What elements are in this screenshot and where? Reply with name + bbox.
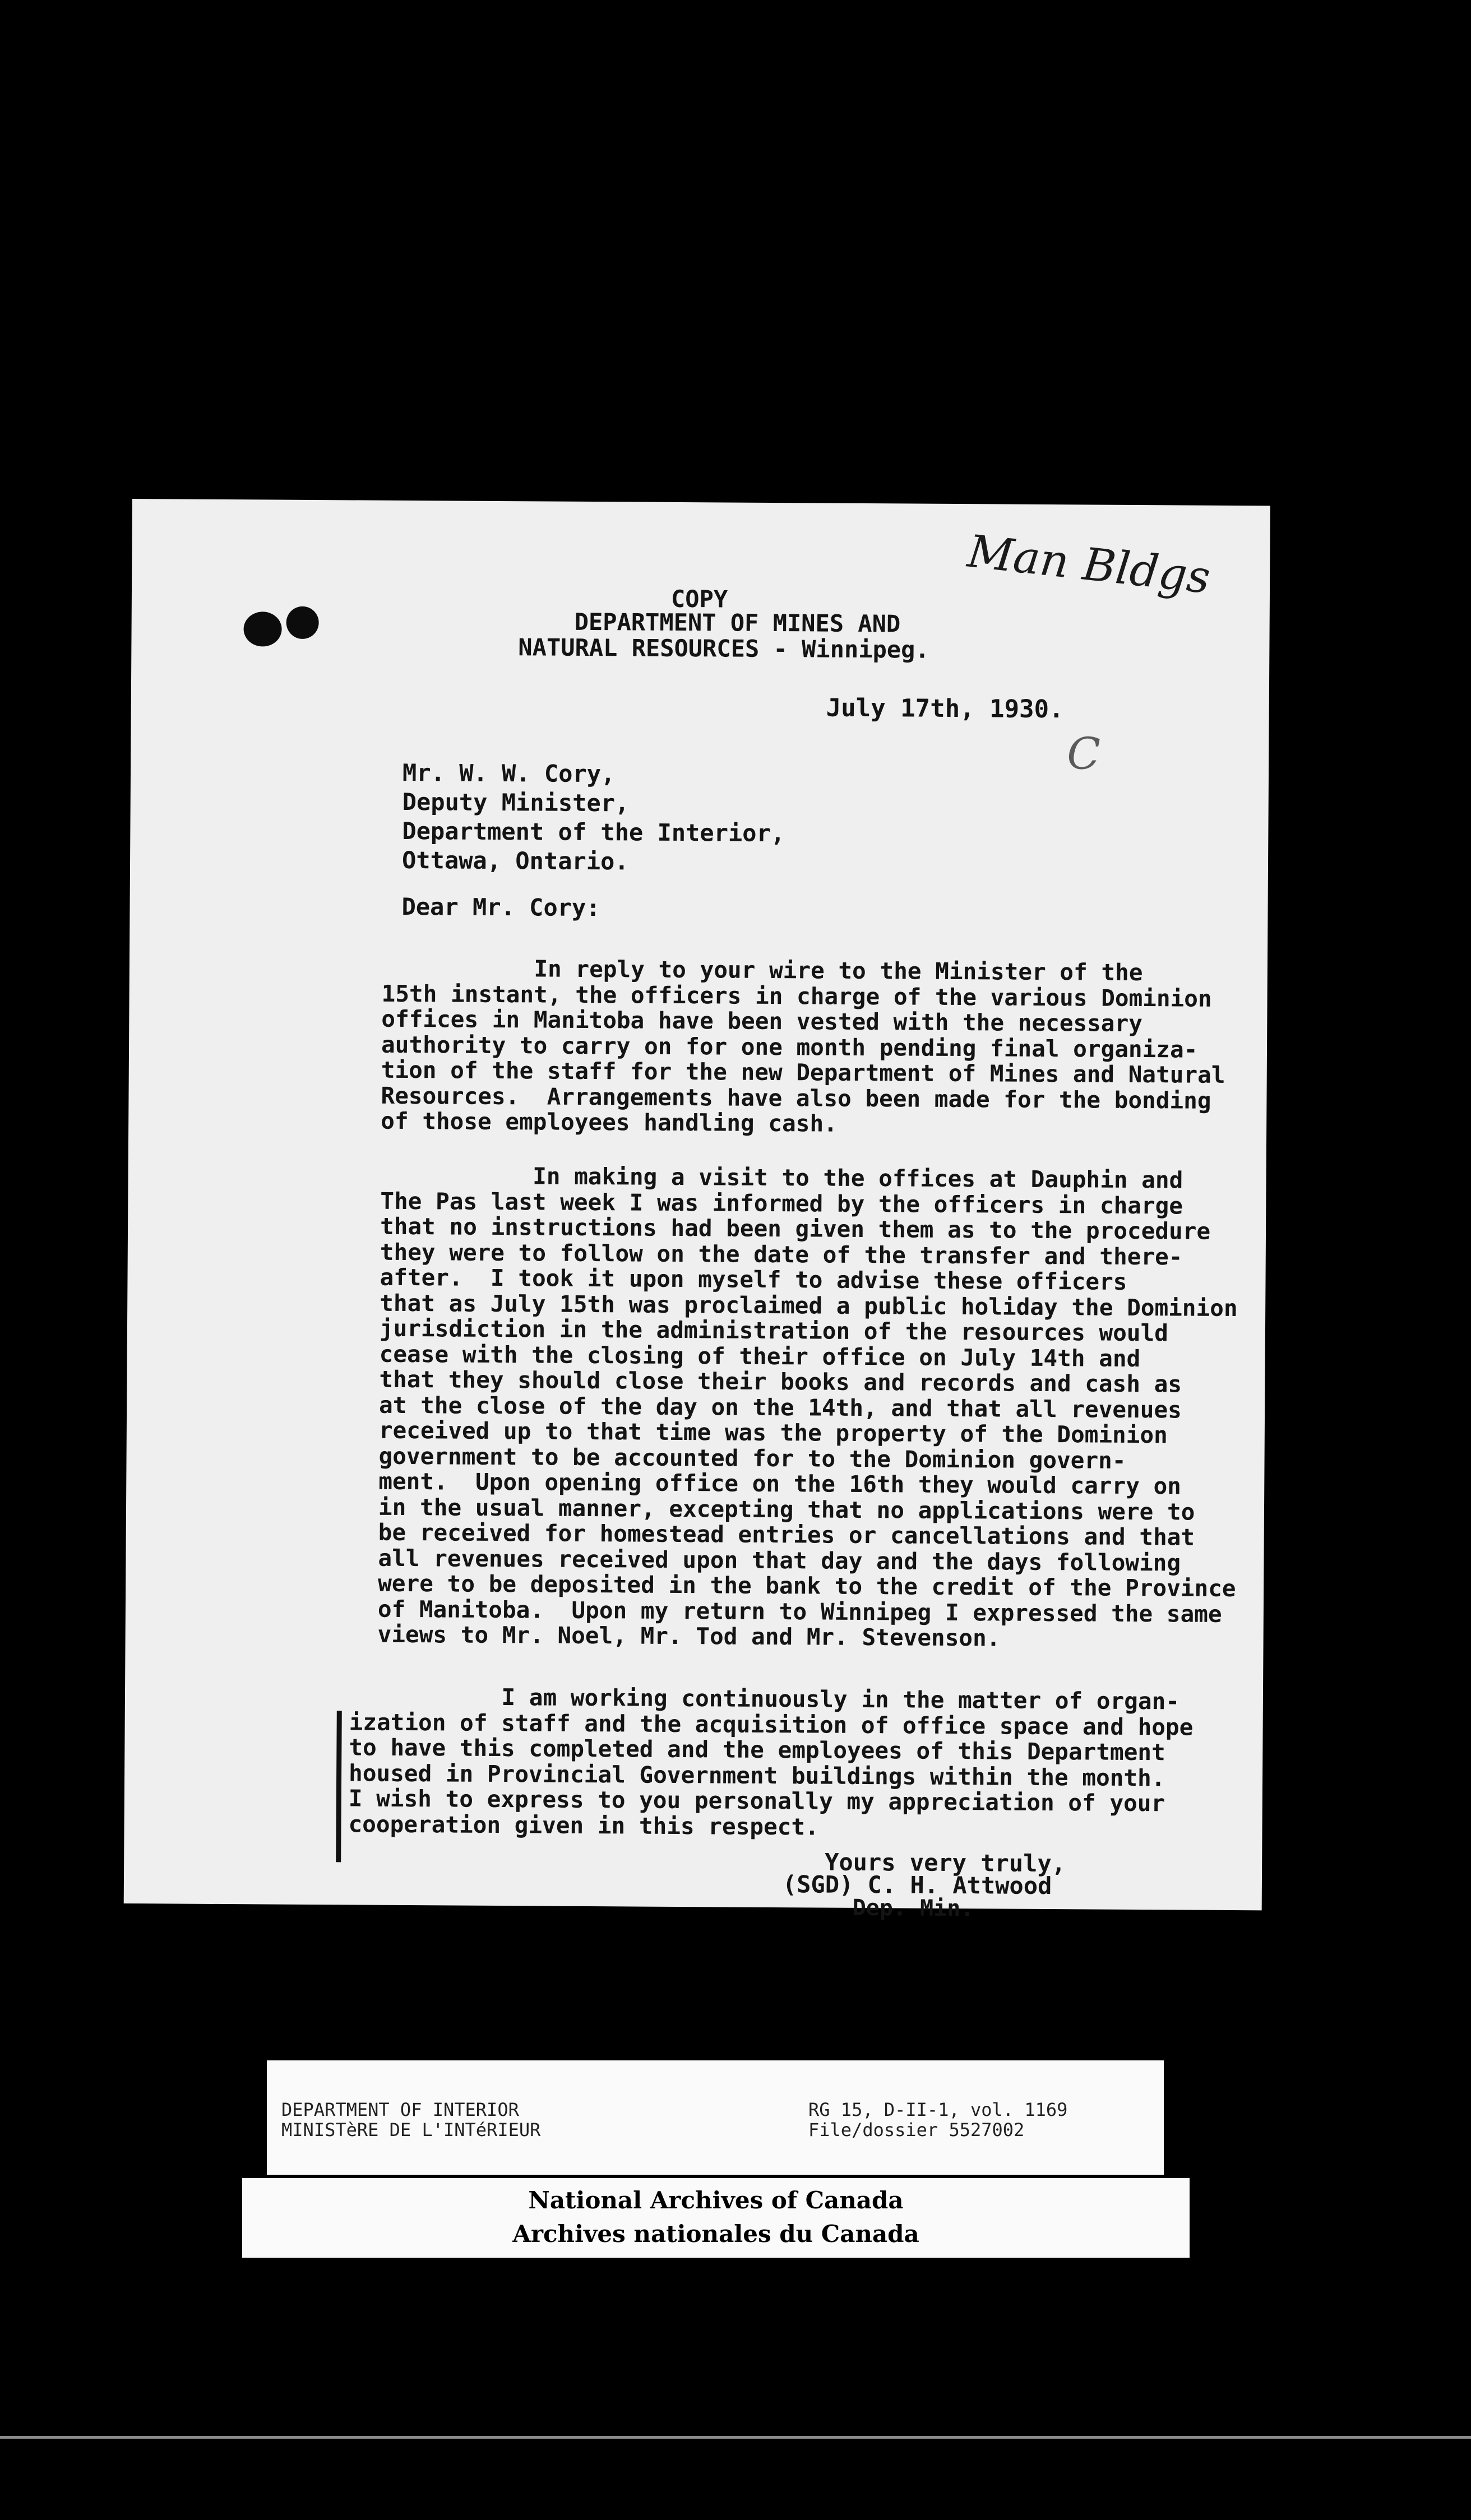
archive-name-fr: Archives nationales du Canada (512, 2220, 919, 2248)
handwritten-mark: C (1066, 729, 1101, 780)
closing: Yours very truly, (825, 1848, 1066, 1878)
salutation: Dear Mr. Cory: (401, 892, 600, 922)
punch-hole (286, 606, 318, 639)
recipient-address: Mr. W. W. Cory, Deputy Minister, Department of the Interior, Ottawa, Ontario. (401, 758, 785, 875)
archive-label (242, 2178, 1190, 2258)
department-line-1: DEPARTMENT OF MINES AND (574, 608, 901, 638)
file-number: File/dossier 5527002 (808, 2119, 1025, 2141)
handwritten-note: Man Bldgs (965, 525, 1213, 604)
paragraph-1: In reply to your wire to the Minister of the 15th instant, the officers in charge of the various Dominion offices in Manitoba have been vested with the necessary authority to carry on for one month pending final organiza- tion of the staff for the new Department of Mines and Natural Resources. Arrangements have also been made for the bonding of those employees handling cash. (381, 954, 1225, 1137)
paragraph-2: In making a visit to the offices at Dauphin and The Pas last week I was informed by the officers in charge that no instructions had been given them as to the procedure they were to follow on the date of the transfer and there- after. I took it upon myself to advise these officers that as July 15th was proclaimed a public holiday the Dominion jurisdiction in the administration of the resources would cease with the closing of their office on July 14th and that they should close their books and records and cash as at the close of the day on the 14th, and that all revenues received up to that time was the property of the Dominion government to be accounted for to the Dominion govern- ment. Upon opening office on the 16th they would carry on in the usual manner, excepting that no applications were to be received for homestead entries or cancellations and that all revenues received upon that day and the days following were to be deposited in the bank to the credit of the Province of Manitoba. Upon my return to Winnipeg I expressed the same views to Mr. Noel, Mr. Tod and Mr. Stevenson. (377, 1161, 1238, 1652)
department-fr: MINISTèRE DE L'INTéRIEUR (281, 2119, 541, 2141)
paragraph-3: I am working continuously in the matter of organ- ization of staff and the acquisition of office space and hope to have this completed and the employees of this Department housed in Provincial Government buildings within the month. I wish to express to you personally my appreciation of your cooperation given in this respect. (348, 1683, 1194, 1841)
archive-name-en: National Archives of Canada (528, 2187, 904, 2214)
copy-label: COPY (670, 585, 728, 613)
department-line-2: NATURAL RESOURCES - Winnipeg. (518, 633, 929, 664)
signature-title: Dep. Min. (852, 1894, 974, 1922)
punch-hole (243, 612, 281, 646)
letter-page (124, 499, 1270, 1922)
divider (0, 2436, 1471, 2439)
reference-label (267, 2060, 1164, 2175)
letter-date: July 17th, 1930. (826, 693, 1064, 724)
record-group: RG 15, D-II-1, vol. 1169 (808, 2099, 1068, 2120)
department-label (281, 2100, 540, 2140)
signature: (SGD) C. H. Attwood (782, 1870, 1052, 1900)
file-reference (808, 2100, 1067, 2140)
department-en: DEPARTMENT OF INTERIOR (281, 2099, 519, 2120)
margin-mark (336, 1711, 342, 1862)
